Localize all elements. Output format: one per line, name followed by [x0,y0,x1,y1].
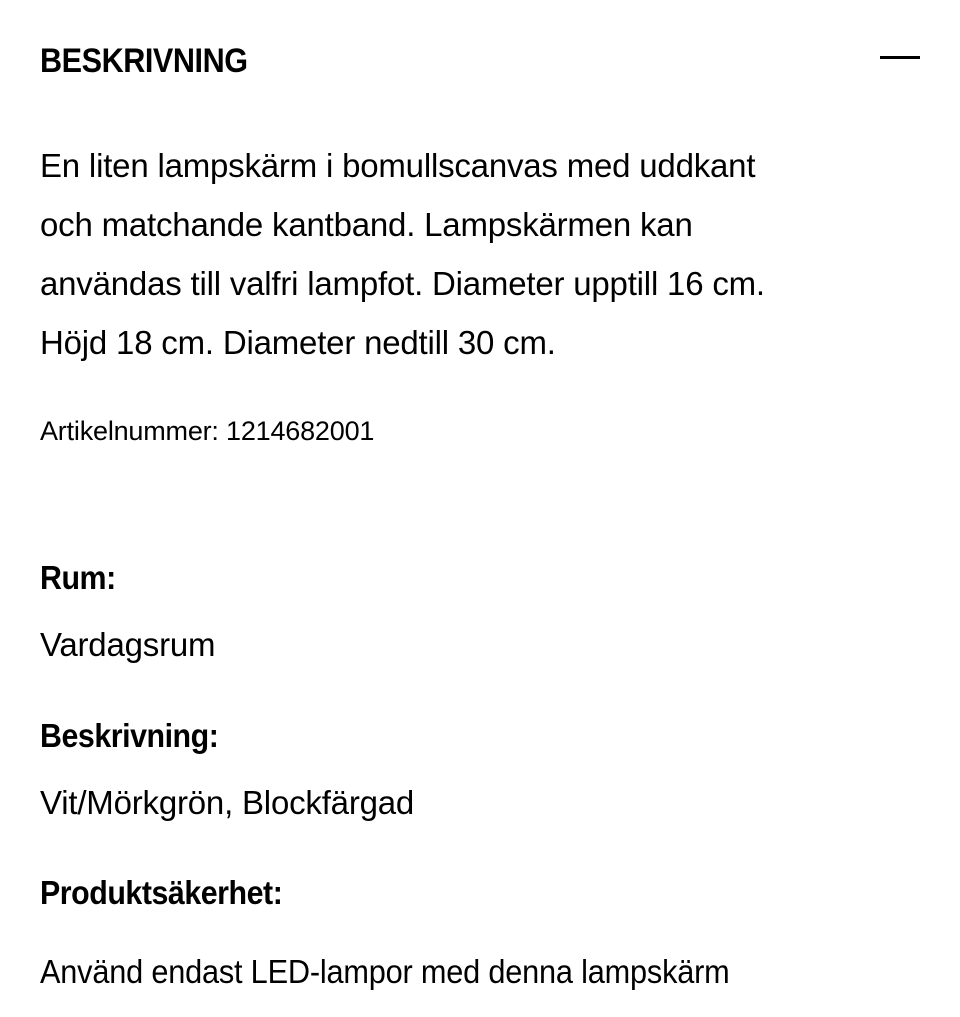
description-line: användas till valfri lampfot. Diameter upptill 16 cm. [40,265,765,302]
product-description [40,136,920,372]
attribute-value-room: Vardagsrum [40,626,216,663]
collapse-button[interactable] [870,38,930,78]
article-number: Artikelnummer: 1214682001 [40,416,375,446]
accordion-header[interactable] [0,0,960,120]
attribute-value-description: Vit/Mörkgrön, Blockfärgad [40,784,415,821]
attribute-label-description: Beskrivning: [40,717,219,754]
attribute-label-room: Rum: [40,559,116,596]
attribute-label-product-safety: Produktsäkerhet: [40,874,283,911]
description-line: En liten lampskärm i bomullscanvas med uddkant [40,147,756,184]
minus-icon [880,56,920,59]
section-title: BESKRIVNING [40,42,248,80]
description-line: Höjd 18 cm. Diameter nedtill 30 cm. [40,324,556,361]
attribute-value-product-safety: Använd endast LED-lampor med denna lampskärm [40,953,730,990]
description-line: och matchande kantband. Lampskärmen kan [40,206,693,243]
